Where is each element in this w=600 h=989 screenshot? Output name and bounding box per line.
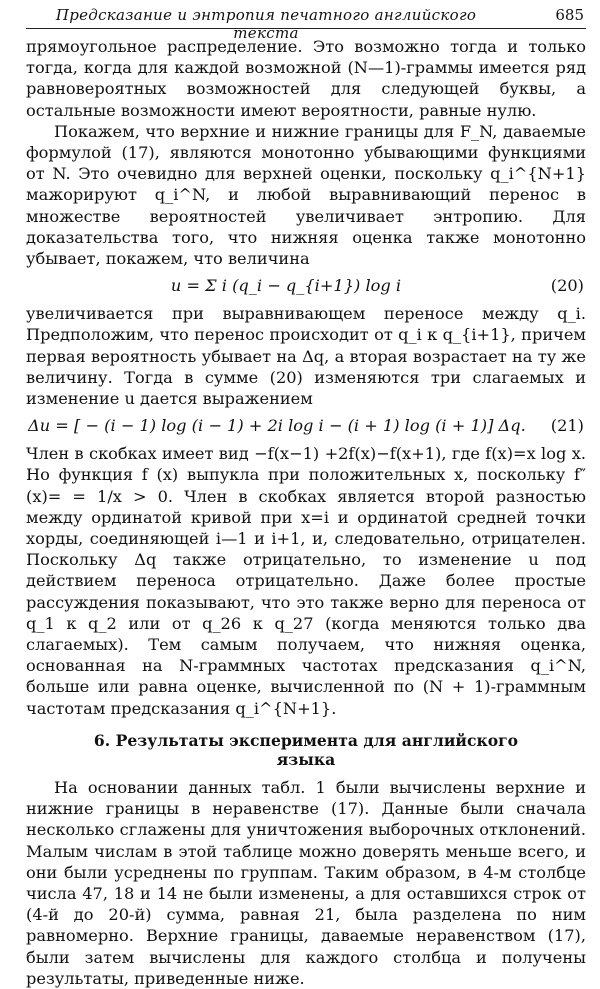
page-content <box>26 36 586 989</box>
running-header <box>26 2 586 42</box>
section-heading-line-1: 6. Результаты эксперимента для английского <box>93 730 519 750</box>
section-heading <box>26 731 586 769</box>
equation-20-expression: u = Σ i (q_i − q_{i+1}) log i <box>170 276 402 296</box>
page-number: 685 <box>555 6 584 24</box>
paragraph-monotonic-bounds: Покажем, что верхние и нижние границы для F_N, даваемые формулой (17), являются монотонно убывающими функциями от N. Это очевидно для верхней оценки, поскольку q_i^{N+1} мажорируют q_i^N, и любой выравнивающий перенос в множестве вероятностей увеличивает энтропию. Для доказательства того, что нижняя оценка также монотонно убывает, покажем, что величина <box>26 121 586 269</box>
paragraph-transfer: увеличивается при выравнивающем переносе между q_i. Предположим, что перенос происходит от q_i к q_{i+1}, причем первая вероятность убывает на Δq, а вторая возрастает на ту же величину. Тогда в сумме (20) изменяются три слагаемых и изменение u дается выражением <box>26 304 586 409</box>
equation-20-number: (20) <box>550 276 584 296</box>
paragraph-convexity: Член в скобках имеет вид −f(x−1) +2f(x)−f(x+1), где f(x)=x log x. Но функция f (x) выпукла при положительных x, поскольку f″(x)= = 1/x > 0. Член в скобках является второй разностью между ординатой кривой при x=i и ординатой средней точки хорды, соединяющей i—1 и i+1, и, следовательно, отрицателен. Поскольку Δq также отрицательно, то изменение u под действием переноса отрицательно. Даже более простые рассуждения показывают, что это также верно для переноса от q_1 к q_2 или от q_26 к q_27 (когда меняются только два слагаемых). Тем самым получаем, что нижняя оценка, основанная на N-граммных частотах предсказания q_i^N, больше или равна оценке, вычисленной по (N + 1)-граммным частотам предсказания q_i^{N+1}. <box>26 444 586 718</box>
equation-21-number: (21) <box>550 416 584 436</box>
paragraph-results: На основании данных табл. 1 были вычислены верхние и нижние границы в неравенстве (17). Данные были сначала несколько сглажены для уничтожения выборочных отклонений. Малым числам в этой таблице можно доверять меньше всего, и они были усреднены по группам. Таким образом, в 4-м столбце числа 47, 18 и 14 не были изменены, а для оставшихся строк от (4-й до 20-й) сумма, равная 21, была разделена по ним равномерно. Верхние границы, даваемые неравенством (17), были затем вычислены для каждого столбца и получены результаты, приведенные ниже. <box>26 777 586 988</box>
equation-21-expression: Δu = [ − (i − 1) log (i − 1) + 2i log i − (i + 1) log (i + 1)] Δq. <box>28 416 526 436</box>
equation-21 <box>26 409 586 443</box>
running-title: Предсказание и энтропия печатного английского текста <box>55 6 477 42</box>
section-heading-line-2: языка <box>276 749 336 769</box>
paragraph-continuation: прямоугольное распределение. Это возможно тогда и только тогда, когда для каждой возможной (N—1)-граммы имеется ряд равновероятных возможностей для следующей буквы, а остальные возможности имеют вероятности, равные нулю. <box>26 37 586 120</box>
equation-20 <box>26 269 586 303</box>
